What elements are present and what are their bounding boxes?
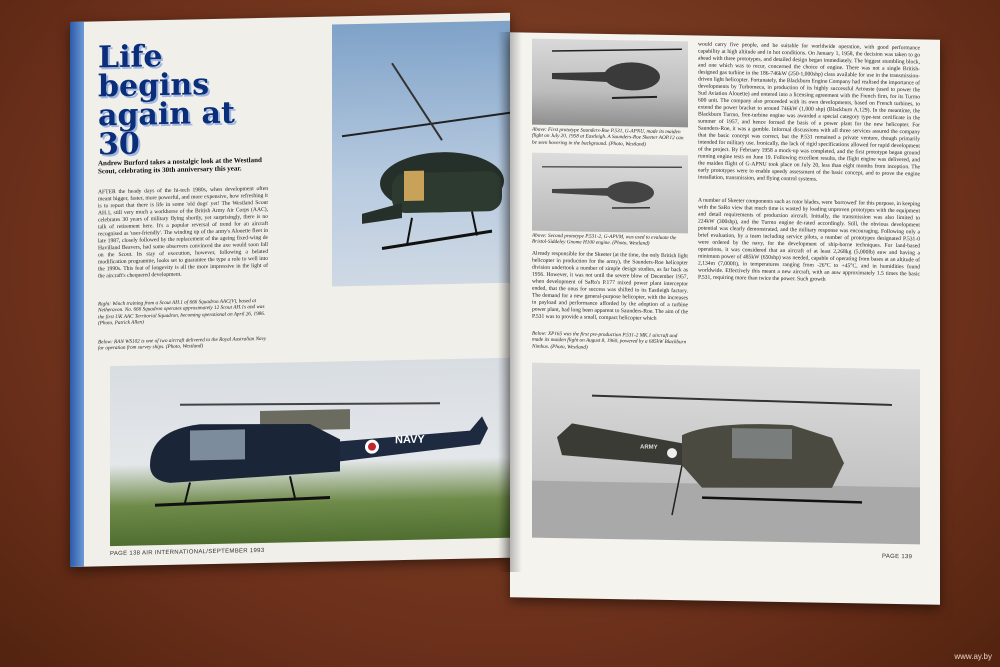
photo-first-prototype <box>532 39 688 128</box>
magazine-spread <box>70 22 940 587</box>
article-headline: Life begins again at 30 <box>98 39 235 163</box>
left-page <box>70 13 510 567</box>
photo-xp165-scout <box>532 363 920 545</box>
article-body-right-col1: Already responsible for the Skeeter (at the time, the only British light helicopter in production for the army), the Saunders-Roe helicopter division undertook a number of simple design studies, as far back as 1956. However, it was not until the severe blow of December 1957, when development of SaRo's P.177 mixed power plant interceptor ended, that the onus for success was shifted to its Eastleigh factory. The demand for a new general-purpose helicopter, with the increases in payload and performance afforded by the adoption of a turbine power plant, had long been apparent to Saunders-Roe. The aim of the P.531 was to provide a small, compact helicopter which <box>532 250 688 322</box>
navy-marking: NAVY <box>395 433 425 447</box>
caption-below-photo: Below: RAN WS102 is one of two aircraft delivered to the Royal Australian Navy for operation from survey ships. (Photo, Westland) <box>98 335 267 352</box>
left-folio: PAGE 138 AIR INTERNATIONAL/SEPTEMBER 1993 <box>110 547 265 558</box>
article-body-intro: AFTER the heady days of the hi-tech 1980s, when development often meant bigger, faster, more powerful, and more expensive, how refreshing it is to report that there is life in some 'old dogs' yet! The Westland Scout AH.1, still very much a workhorse of the British Army Air Corps (AAC), celebrates 30 years of military flying shortly, yet surprisingly, there is no talk of retirement here. It's a popular reversal of trend for an aircraft recognised as 'user-friendly'. The winding up of the army's Alouette fleet in late 1987, closely followed by the replacement of the ageing fixed-wing de Havilland Beavers, had some observers convinced the axe would soon fall on the Scout. Its stay of execution, however, following a belated modification programme, looks set to guarantee the type a role to well into the 1990s. This feat of longevity is all the more impressive in the light of the aircraft's chequered development. <box>98 185 268 280</box>
article-body-right-col3: A number of Skeeter components such as rotor blades, were 'borrowed' for this purpose, in keeping with the SaRo view that much time is wasted by loading unproven prototypes with the equipment and detail requirements of production aircraft. Initially, the transmission was also limited to 224kW (300shp), and the Turmo engine de-rated accordingly. Still, the obvious development potential was clearly demonstrated, and the military response was encouraging. Following only a brief evaluation, by a team including service pilots, a number of prototypes designated P.531-0 were ordered by the navy, for the development of ship-borne techniques. For land-based operations, it was considered that an aircraft of at least 2,268kg (5,000lb) auw and having a minimum power of 485kW (650shp) was needed, capable of operating from bases at an altitude of 2,134m (7,000ft), in temperatures ranging from -26°C to +45°C, and in humidities found worldwide. Effectively this meant a new aircraft, with an auw approximately 1.5 times the basic P.531, requiring more than twice the power. Such growth <box>698 197 920 283</box>
army-marking: ARMY <box>640 444 658 451</box>
caption-first-prototype: Above: First prototype Saunders-Roe P.531, G-APNU, made its maiden flight on July 20, 1958 at Eastleigh. A Saunders-Roe Skeeter AOP.12 can be seen hovering in the background. (Photo, Westland) <box>532 126 684 148</box>
right-page <box>510 32 940 605</box>
caption-second-prototype: Above: Second prototype P.531-2, G-APVM, was used to evaluate the Bristol-Siddeley Gnome H100 engine. (Photo, Westland) <box>532 232 677 248</box>
blue-page-edge <box>70 22 84 567</box>
caption-right-photo: Right: Winch training from a Scout AH.1 of 666 Squadron AAC(V), based at Netheravon. No. 666 Squadron operates approximately 12 Scout AH.1s and was the first UK AAC Territorial Squadron, becoming operational on April 26, 1986. (Photo, Patrick Allen) <box>98 298 266 327</box>
article-standfirst: Andrew Burford takes a nostalgic look at the Westland Scout, celebrating its 30th anniversary this year. <box>98 155 262 176</box>
spine-shadow <box>498 32 522 572</box>
article-body-right-col2: would carry five people, and be suitable for worldwide operation, with good performance capability at high altitude and in hot conditions. On January 1, 1958, the decision was taken to go ahead with three prototypes, and detailed design began immediately. The biggest stumbling block, and one which was to recur, concerned the choice of engine. There was not a single British-designed gas turbine in the 186-746kW (250-1,000shp) class available for use in the transmission-driven light helicopter. Fortunately, the Blackburn Engine Company had realised the importance of developments by Turbomeca, in production of its highly successful Artouste (used to power the Sud Aviation Alouette) and entered into a licensing agreement with the French firm, for its Turmo 600 unit. The company also proceeded with its own developments, based on French turbines, to extend the power bracket to around 746kW (1,000 shp) (Blackburn A.129). In the meantime, the Blackburn Turmo, free-turbine engine was awarded a special category type-test certificate in the summer of 1957, and hence formed the basis of a power plant for the new helicopter. For Saunders-Roe, it was a gamble. Informal discussions with all three services assured the company that the basic concept was correct, but the P.531 remained a private venture, though primarily intended for military use. Ironically, the lack of rigid specifications allowed for rapid development of the project. By February 1958 a mock-up was completed, and the first prototype began ground running engine tests on June 19. Following excellent results, the flight engine was delivered, and the maiden flight of G-APNU took place on July 20, less than eight months from inception. The early prototypes were to enable speedy assessment of the basic concept, and to prove the engine installation, transmission, and flying control systems. <box>698 41 920 183</box>
photo-ran-scout <box>110 358 510 546</box>
site-watermark: www.ay.by <box>954 652 992 661</box>
photo-second-prototype <box>532 153 688 234</box>
caption-preproduction: Below: XP165 was the first pre-production P.531-2 MK.1 aircraft and made its maiden flight on August 8, 1960, powered by a 685kW Blackburn Nimbus. (Photo, Westland) <box>532 330 687 351</box>
right-folio: PAGE 139 <box>882 553 913 561</box>
photo-scout-winch-training <box>332 21 510 287</box>
